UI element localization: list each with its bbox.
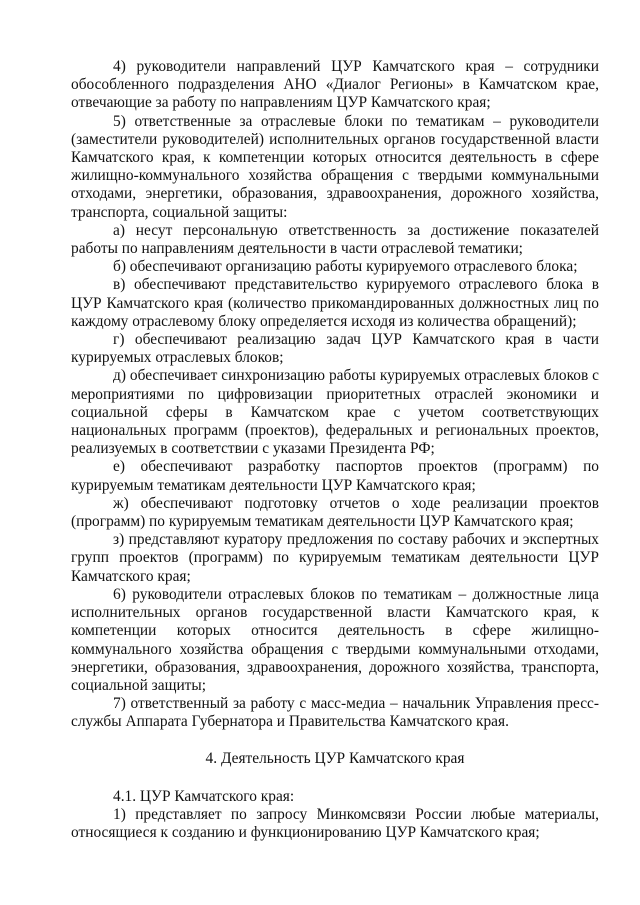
paragraph-item-7: 7) ответственный за работу с масс-медиа – начальник Управления пресс-службы Аппарата Губернатора и Правительства Камчатского края. [71, 695, 599, 731]
paragraph-item-4: 4) руководители направлений ЦУР Камчатского края – сотрудники обособленного подразделения АНО «Диалог Регионы» в Камчатском крае, отвечающие за работу по направлениям ЦУР Камчатского края; [71, 58, 599, 112]
paragraph-subitem-zh: ж) обеспечивают подготовку отчетов о ходе реализации проектов (программ) по курируемым тематикам деятельности ЦУР Камчатского края; [71, 494, 599, 531]
paragraph-item-5: 5) ответственные за отраслевые блоки по тематикам – руководители (заместители руководителей) исполнительных органов государственной власти Камчатского края, к компетенции которых относится деятельность в сфере жилищно-коммунального хозяйства обращения с твердыми коммунальными отходами, энергетики, образования, здравоохранения, дорожного хозяйства, транспорта, социальной защиты: [71, 112, 599, 221]
paragraph-clause-4-1: 4.1. ЦУР Камчатского края: [113, 787, 295, 805]
paragraph-subitem-g: г) обеспечивают реализацию задач ЦУР Камчатского края в части курируемых отраслевых блоков; [71, 331, 599, 367]
document-page [71, 58, 599, 842]
paragraph-subitem-d: д) обеспечивает синхронизацию работы курируемых отраслевых блоков с мероприятиями по цифровизации приоритетных отраслей экономики и социальной сферы в Камчатском крае с учетом соответствующих национальных программ (проектов), федеральных и региональных проектов, реализуемых в соответствии с указами Президента РФ; [71, 367, 599, 458]
section-heading: 4. Деятельность ЦУР Камчатского края [205, 749, 465, 767]
paragraph-item-6: 6) руководители отраслевых блоков по тематикам – должностные лица исполнительных органов государственной власти Камчатского края, к компетенции которых относится деятельность в сфере жилищно-коммунального хозяйства обращения с твердыми коммунальными отходами, энергетики, образования, здравоохранения, дорожного хозяйства, транспорта, социальной защиты; [71, 585, 599, 694]
paragraph-subitem-v: в) обеспечивают представительство курируемого отраслевого блока в ЦУР Камчатского края (количество прикомандированных должностных лиц по каждому отраслевому блоку определяется исходя из количества обращений); [71, 276, 599, 330]
paragraph-subitem-z: з) представляют куратору предложения по составу рабочих и экспертных групп проектов (программ) по курируемым тематикам деятельности ЦУР Камчатского края; [71, 531, 599, 585]
paragraph-clause-4-1-item-1: 1) представляет по запросу Минкомсвязи России любые материалы, относящиеся к созданию и функционированию ЦУР Камчатского края; [71, 805, 599, 842]
paragraph-subitem-a: а) несут персональную ответственность за достижение показателей работы по направлениям деятельности в части отраслевой тематики; [71, 221, 599, 258]
paragraph-subitem-b: б) обеспечивают организацию работы курируемого отраслевого блока; [113, 258, 578, 276]
paragraph-subitem-e: е) обеспечивают разработку паспортов проектов (программ) по курируемым тематикам деятельности ЦУР Камчатского края; [71, 458, 599, 494]
